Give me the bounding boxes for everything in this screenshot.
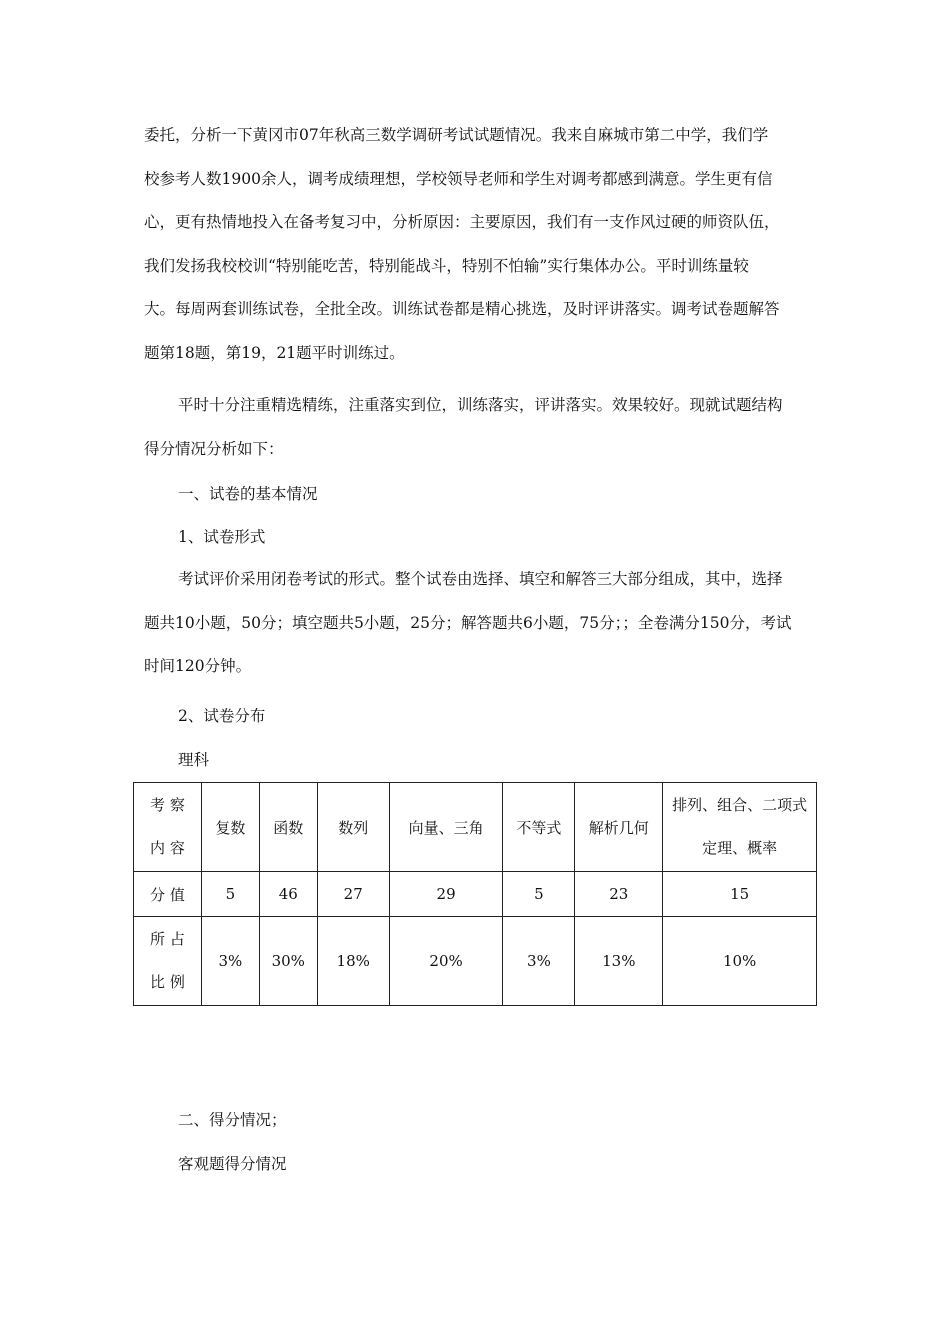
text-line: 委托，分析一下黄冈市07年秋高三数学调研考试试题情况。我来自麻城市第二中学，我们学 (144, 126, 769, 144)
table-header-cell: 不等式 (503, 783, 575, 872)
section-heading-1: 一、试卷的基本情况 (178, 485, 318, 503)
exam-form-paragraph (144, 558, 810, 689)
table-caption: 理科 (178, 751, 210, 769)
text-line: 平时十分注重精选精练，注重落实到位，训练落实，评讲落实。效果较好。现就试题结构 (178, 396, 783, 414)
table-header-cell: 函数 (259, 783, 317, 872)
table-header-row (134, 783, 817, 872)
intro-paragraph (144, 114, 810, 375)
table-cell: 10% (663, 917, 817, 1006)
table-cell: 5 (503, 872, 575, 917)
analysis-paragraph (144, 384, 810, 471)
table-cell: 29 (389, 872, 503, 917)
text-line: 得分情况分析如下： (144, 439, 284, 458)
table-cell: 3% (201, 917, 259, 1006)
table-header-cell: 向量、三角 (389, 783, 503, 872)
subheading-objective: 客观题得分情况 (178, 1155, 287, 1173)
table-cell: 20% (389, 917, 503, 1006)
table-cell: 18% (317, 917, 389, 1006)
text-line: 大。每周两套训练试卷，全批全改。训练试卷都是精心挑选，及时评讲落实。调考试卷题解答 (144, 300, 780, 318)
table-ratio-row (134, 917, 817, 1006)
table-cell: 3% (503, 917, 575, 1006)
text-line: 心，更有热情地投入在备考复习中，分析原因：主要原因，我们有一支作风过硬的师资队伍， (144, 213, 780, 231)
table-row-label: 所 占 比 例 (134, 917, 202, 1006)
subheading-form: 1、试卷形式 (178, 528, 266, 546)
table-cell: 46 (259, 872, 317, 917)
table-header-cell: 数列 (317, 783, 389, 872)
section-heading-2: 二、得分情况； (178, 1111, 287, 1129)
text-line: 题第18题，第19，21题平时训练过。 (144, 343, 405, 362)
table-header-cell: 排列、组合、二项式 定理、概率 (663, 783, 817, 872)
table-header-cell: 复数 (201, 783, 259, 872)
table-score-row (134, 872, 817, 917)
text-line: 我们发扬我校校训“特别能吃苦，特别能战斗，特别不怕输”实行集体办公。平时训练量较 (144, 256, 749, 275)
table-cell: 5 (201, 872, 259, 917)
text-line: 题共10小题，50分；填空题共5小题，25分；解答题共6小题，75分；；全卷满分150分，考试 (144, 613, 792, 632)
table-cell: 23 (575, 872, 663, 917)
table-cell: 13% (575, 917, 663, 1006)
text-line: 时间120分钟。 (144, 657, 252, 675)
subheading-distribution: 2、试卷分布 (178, 707, 266, 725)
table-row-label: 分 值 (134, 872, 202, 917)
text-line: 考试评价采用闭卷考试的形式。整个试卷由选择、填空和解答三大部分组成，其中，选择 (178, 570, 783, 588)
table-cell: 30% (259, 917, 317, 1006)
text-line: 校参考人数1900余人，调考成绩理想，学校领导老师和学生对调考都感到满意。学生更有信 (144, 169, 773, 188)
table-cell: 27 (317, 872, 389, 917)
table-cell: 15 (663, 872, 817, 917)
score-distribution-table (133, 782, 817, 1006)
table-header-cell: 解析几何 (575, 783, 663, 872)
table-header-label: 考 察 内 容 (134, 783, 202, 872)
